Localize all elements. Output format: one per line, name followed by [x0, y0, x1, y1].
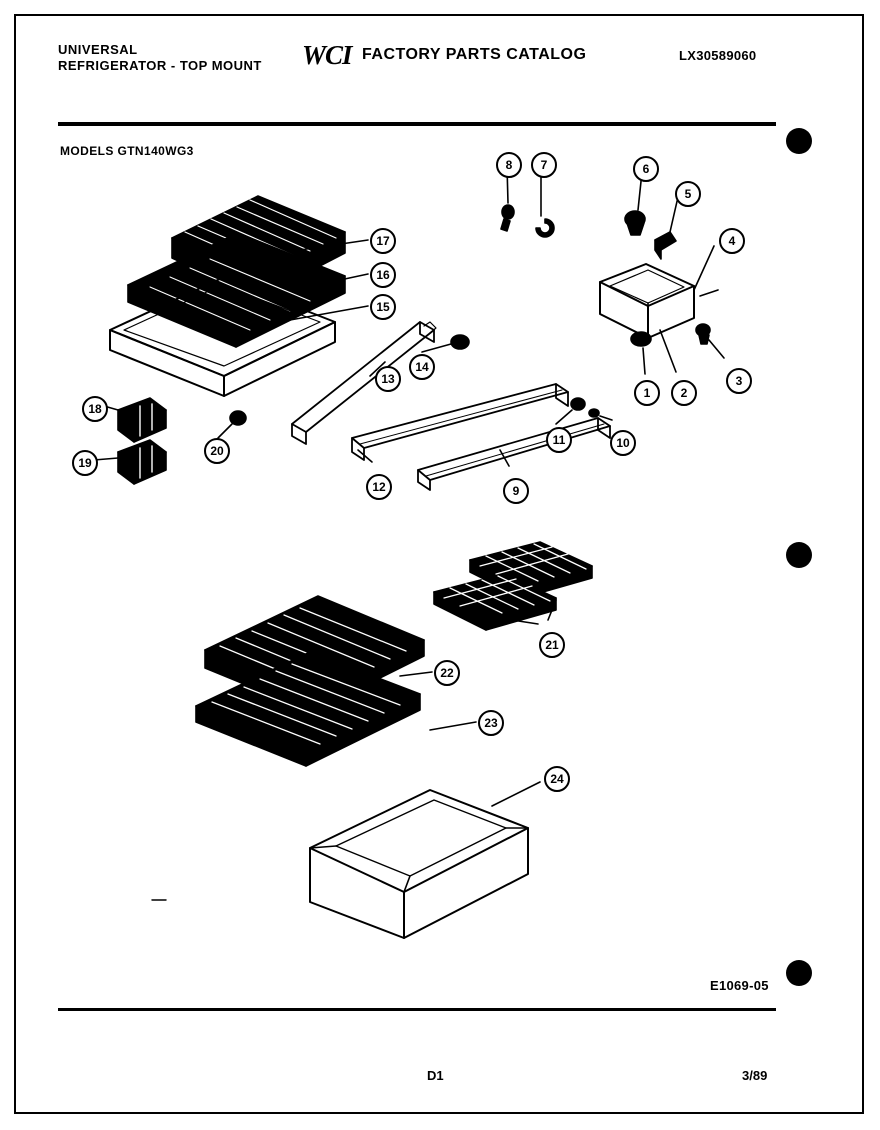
diagram-code: E1069-05 [710, 978, 769, 993]
part-rail-13 [292, 322, 436, 444]
callout-17[interactable]: 17 [370, 228, 396, 254]
part-ice-trays [434, 542, 592, 630]
callout-2[interactable]: 2 [671, 380, 697, 406]
callout-19[interactable]: 19 [72, 450, 98, 476]
leader-2 [660, 330, 676, 372]
part-bracket-18 [104, 398, 166, 442]
callout-21[interactable]: 21 [539, 632, 565, 658]
callout-10[interactable]: 10 [610, 430, 636, 456]
revision-date: 3/89 [742, 1068, 768, 1083]
callout-15[interactable]: 15 [370, 294, 396, 320]
leader-4 [694, 246, 714, 290]
models-label: MODELS GTN140WG3 [60, 144, 194, 158]
callout-9[interactable]: 9 [503, 478, 529, 504]
callout-6[interactable]: 6 [633, 156, 659, 182]
part-hardware-1 [631, 332, 651, 374]
catalog-code: LX30589060 [679, 48, 757, 63]
callout-8[interactable]: 8 [496, 152, 522, 178]
catalog-title: FACTORY PARTS CATALOG [362, 46, 587, 63]
leader-4b [700, 290, 718, 296]
part-ice-bucket [600, 264, 694, 338]
callout-5[interactable]: 5 [675, 181, 701, 207]
brand-line-2: REFRIGERATOR - TOP MOUNT [58, 58, 262, 73]
leader-22 [400, 672, 432, 676]
leader-12 [358, 450, 372, 462]
page-number: D1 [427, 1068, 444, 1083]
callout-23[interactable]: 23 [478, 710, 504, 736]
callout-16[interactable]: 16 [370, 262, 396, 288]
footer-rule [58, 1008, 776, 1011]
brand-line-1: UNIVERSAL [58, 42, 138, 57]
callout-11[interactable]: 11 [546, 427, 572, 453]
part-hardware-10 [589, 409, 612, 420]
callout-18[interactable]: 18 [82, 396, 108, 422]
callout-7[interactable]: 7 [531, 152, 557, 178]
leader-24 [492, 782, 540, 806]
part-hardware-20 [218, 411, 246, 438]
wci-logo: WCI [302, 40, 352, 70]
part-hardware-14 [422, 335, 469, 352]
callout-22[interactable]: 22 [434, 660, 460, 686]
callout-13[interactable]: 13 [375, 366, 401, 392]
callout-24[interactable]: 24 [544, 766, 570, 792]
callout-14[interactable]: 14 [409, 354, 435, 380]
part-crisper-drawer [310, 790, 528, 938]
part-bracket-19 [94, 440, 166, 484]
callout-12[interactable]: 12 [366, 474, 392, 500]
callout-3[interactable]: 3 [726, 368, 752, 394]
part-hardware-3 [696, 324, 724, 358]
callout-1[interactable]: 1 [634, 380, 660, 406]
leader-23 [430, 722, 476, 730]
callout-4[interactable]: 4 [719, 228, 745, 254]
part-hardware-5 [655, 197, 678, 259]
callout-20[interactable]: 20 [204, 438, 230, 464]
